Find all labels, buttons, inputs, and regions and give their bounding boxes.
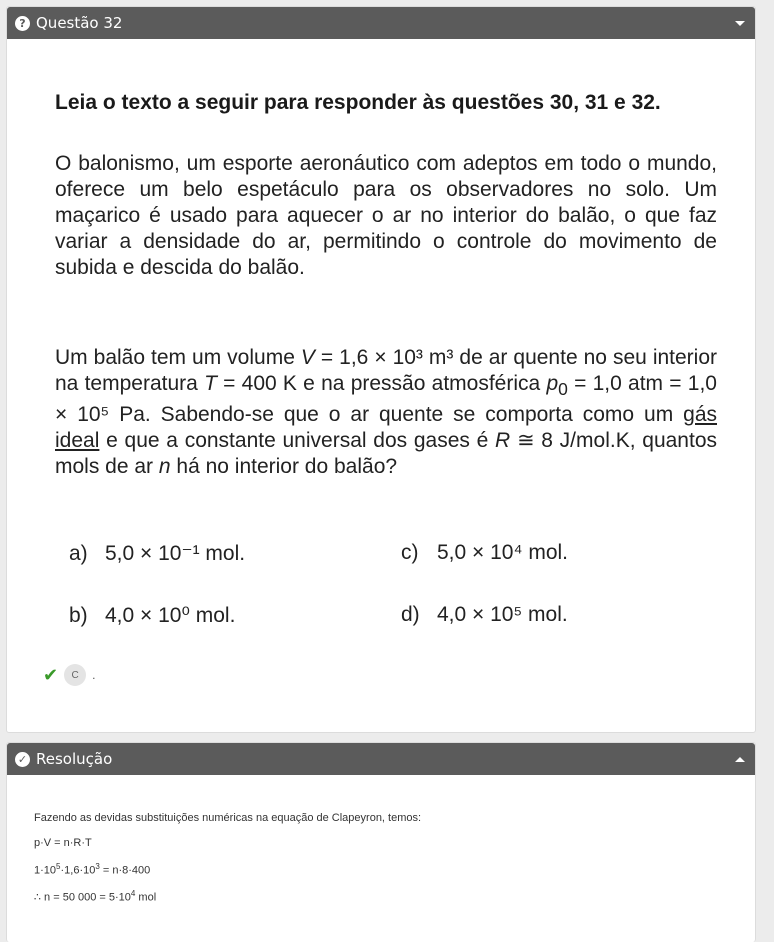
- option-letter: b): [69, 604, 88, 627]
- chevron-up-icon[interactable]: [735, 757, 745, 762]
- eq-exponent: 4: [130, 888, 136, 898]
- resolution-panel-title: Resolução: [36, 750, 113, 768]
- resolution-panel: [6, 742, 756, 942]
- check-circle-icon: ✓: [15, 752, 30, 767]
- eq-part: ·1,6·10: [60, 864, 96, 877]
- resolution-body: [34, 811, 421, 916]
- resolution-panel-header[interactable]: [7, 743, 755, 775]
- symbol-p: p: [546, 372, 559, 395]
- question-context-text: O balonismo, um esporte aeronáutico com adeptos em todo o mundo, oferece um belo espetáculo para os observadores no solo. Um maçarico é usado para aquecer o ar no interior do balão, o que faz variar a densidade do ar, permitindo o controle do movimento de subida e descida do balão.: [55, 152, 717, 279]
- symbol-v: V: [300, 346, 315, 369]
- statement-text: e que a constante universal dos gases é: [99, 429, 496, 453]
- resolution-intro: Fazendo as devidas substituições numéricas na equação de Clapeyron, temos:: [34, 812, 422, 824]
- statement-text: Um balão tem um volume: [55, 346, 301, 369]
- question-panel: [6, 6, 756, 733]
- checkmark-icon: ✔: [43, 665, 59, 685]
- eq-part: ∴ n = 50 000 = 5·10: [34, 891, 131, 904]
- option-text: 4,0 × 10⁵ mol.: [437, 603, 568, 626]
- symbol-t: T: [204, 372, 217, 395]
- eq-exponent: 3: [95, 861, 100, 871]
- option-text: 5,0 × 10⁴ mol.: [437, 541, 569, 564]
- option-text: 4,0 × 10⁰ mol.: [105, 604, 236, 627]
- option-c: [401, 541, 568, 565]
- question-panel-title: Questão 32: [36, 14, 123, 32]
- statement-text: = 1,6 × 10³ m³ de ar quente no seu interior na temperatura: [55, 346, 718, 395]
- eq-part: mol: [135, 891, 157, 904]
- option-letter: a): [69, 542, 88, 565]
- question-panel-header[interactable]: [7, 7, 755, 39]
- symbol-p-subscript: 0: [558, 379, 568, 400]
- answer-row: [43, 664, 95, 686]
- option-letter: d): [401, 603, 420, 626]
- equation-substitution: [34, 862, 421, 878]
- chevron-down-icon[interactable]: [735, 21, 745, 26]
- answer-badge: C: [64, 664, 86, 686]
- option-letter: c): [401, 541, 419, 564]
- equation-result: [34, 889, 421, 905]
- statement-text: = 1,0 atm = 1,0 × 10⁵ Pa. Sabendo-se que o ar quente se comporta como um: [55, 372, 717, 427]
- eq-part: 1·10: [34, 864, 57, 877]
- eq-exponent: 5: [56, 861, 61, 871]
- eq-part: = n·8·400: [99, 864, 151, 877]
- answer-suffix: .: [92, 668, 96, 682]
- statement-text: = 400 K e na pressão atmosférica: [216, 372, 547, 395]
- question-instruction: Leia o texto a seguir para responder às questões 30, 31 e 32.: [55, 91, 661, 114]
- symbol-n: n: [158, 455, 171, 479]
- question-circle-icon: ?: [15, 16, 30, 31]
- symbol-r: R: [495, 429, 511, 453]
- question-statement: [55, 345, 717, 480]
- option-a: [69, 541, 245, 566]
- equation-clapeyron: p·V = n·R·T: [34, 837, 92, 850]
- statement-text: há no interior do balão?: [170, 455, 398, 479]
- option-text: 5,0 × 10⁻¹ mol.: [105, 542, 246, 565]
- statement-text: ≅ 8 J/mol.K, quantos mols de ar: [55, 429, 717, 479]
- option-b: [69, 603, 235, 628]
- option-d: [401, 603, 568, 627]
- gas-ideal-link[interactable]: gás ideal: [55, 403, 717, 453]
